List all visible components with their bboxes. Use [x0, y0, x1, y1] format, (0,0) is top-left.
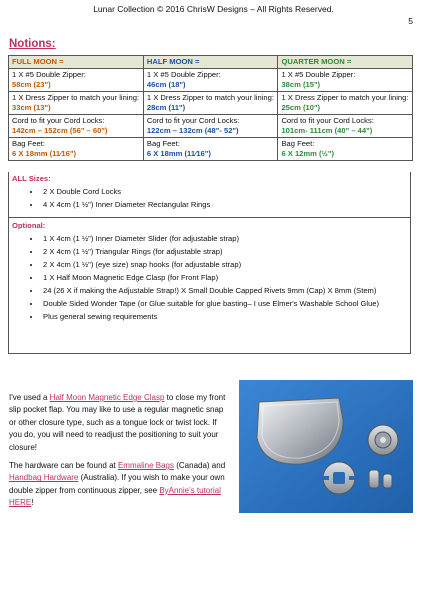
cell-label: Bag Feet:: [12, 139, 45, 148]
table-cell: [278, 138, 413, 161]
page-number: 5: [408, 16, 413, 26]
list-item: • 1 X Half Moon Magnetic Edge Clasp (for Front Flap): [41, 273, 410, 283]
paragraph-text: The hardware can be found at: [9, 461, 118, 470]
list-item: • 24 (26 X if making the Adjustable Strap!) X Small Double Capped Rivets 9mm (Cap) X 8mm (Stem): [41, 286, 410, 296]
cell-value: 6 X 18mm (11⁄16"): [12, 149, 76, 158]
list-item: • 2 X 4cm (1 ½") Triangular Rings (for adjustable strap): [41, 247, 410, 257]
cell-value: 6 X 12mm (½"): [281, 149, 335, 158]
table-cell: [143, 69, 278, 92]
handbag-hardware-link[interactable]: Handbag Hardware: [9, 473, 79, 483]
paragraph-text: (Canada) and: [174, 461, 226, 470]
cell-value: 25cm (10"): [281, 103, 321, 112]
cell-value: 142cm – 152cm (56" – 60"): [12, 126, 108, 135]
list-item: • Double Sided Wonder Tape (or Glue suitable for glue basting– I use Elmer's Washable School Glue): [41, 299, 410, 309]
notions-table: [8, 55, 413, 161]
table-row: [9, 138, 413, 161]
cell-label: Bag Feet:: [281, 139, 315, 148]
cell-value: 6 X 18mm (11⁄16"): [146, 149, 211, 158]
column-quarter-moon: QUARTER MOON =: [278, 56, 413, 69]
table-cell: [143, 138, 278, 161]
table-header-row: [9, 56, 413, 69]
cell-label: 1 X #5 Double Zipper:: [12, 70, 86, 79]
all-sizes-list: [9, 187, 410, 210]
cell-value: 28cm (11"): [146, 103, 186, 112]
notions-heading: Notions:: [9, 38, 56, 50]
magnetic-clasp-photo: [239, 380, 413, 513]
table-cell: [278, 69, 413, 92]
paragraph-text: !: [31, 498, 34, 508]
table-row: [9, 92, 413, 115]
table-cell: [278, 92, 413, 115]
cell-label: 1 X Dress Zipper to match your lining:: [12, 93, 140, 102]
column-full-moon: FULL MOON =: [9, 56, 144, 69]
table-cell: [143, 115, 278, 138]
paragraph-text: I've used a: [9, 393, 50, 402]
hardware-paragraph: [9, 460, 226, 510]
all-sizes-heading: ALL Sizes:: [12, 174, 51, 183]
table-row: [9, 115, 413, 138]
cell-label: Cord to fit your Cord Locks:: [281, 116, 374, 125]
clasp-paragraph: [9, 392, 226, 454]
snap-disc-icon: [368, 425, 398, 455]
cell-label: Bag Feet:: [146, 139, 180, 148]
cell-label: 1 X Dress Zipper to match your lining:: [146, 93, 274, 102]
cell-value: 122cm – 132cm (48"- 52"): [146, 126, 239, 135]
emmaline-bags-link[interactable]: Emmaline Bags: [117, 461, 174, 470]
list-item: • 1 X 4cm (1 ½") Inner Diameter Slider (for adjustable strap): [41, 234, 410, 244]
cell-value: 38cm (15"): [281, 80, 321, 89]
table-cell: [9, 69, 144, 92]
cell-label: 1 X Dress Zipper to match your lining:: [281, 93, 409, 102]
optional-heading: Optional:: [12, 221, 46, 230]
paragraph-text: (Australia). If you wish to make your own double zipper from continuous zipper, see: [9, 473, 225, 495]
table-row: [9, 69, 413, 92]
page-header: Lunar Collection © 2016 ChrisW Designs – All Rights Reserved.: [93, 4, 334, 14]
cell-label: Cord to fit your Cord Locks:: [12, 116, 105, 125]
optional-section: [8, 218, 411, 354]
list-item: • 2 X 4cm (1 ½") (eye size) snap hooks (for adjustable strap): [41, 260, 410, 270]
half-moon-clasp-link[interactable]: Half Moon Magnetic Edge Clasp: [49, 393, 165, 402]
table-cell: [9, 92, 144, 115]
cell-value: 33cm (13"): [12, 103, 51, 112]
table-cell: [143, 92, 278, 115]
cell-label: 1 X #5 Double Zipper:: [281, 70, 356, 79]
list-item: • 4 X 4cm (1 ½") Inner Diameter Rectangular Rings: [41, 200, 410, 210]
paragraph-text: to close my front slip pocket flap. You may like to use a regular magnetic snap or other closure type, such as a tongue lock or twist lock. If you do, you will need to readjust the positioning to suit your closure!: [9, 393, 226, 452]
table-cell: [9, 138, 144, 161]
column-half-moon: HALF MOON =: [143, 56, 278, 69]
list-item: • Plus general sewing requirements: [41, 312, 410, 322]
clasp-illustration: [239, 380, 413, 513]
optional-list: [9, 234, 410, 322]
cell-value: 101cm- 111cm (40" – 44"): [281, 126, 373, 135]
cell-label: Cord to fit your Cord Locks:: [146, 116, 240, 125]
cell-value: 46cm (18"): [146, 80, 186, 89]
byannie-tutorial-link[interactable]: ByAnnie's tutorial HERE: [9, 485, 221, 508]
table-cell: [9, 115, 144, 138]
cell-value: 58cm (23"): [12, 80, 51, 89]
all-sizes-section: [8, 172, 411, 218]
washer-plate-icon: [323, 462, 355, 494]
cell-label: 1 X #5 Double Zipper:: [146, 70, 221, 79]
table-cell: [278, 115, 413, 138]
list-item: • 2 X Double Cord Locks: [41, 187, 410, 197]
